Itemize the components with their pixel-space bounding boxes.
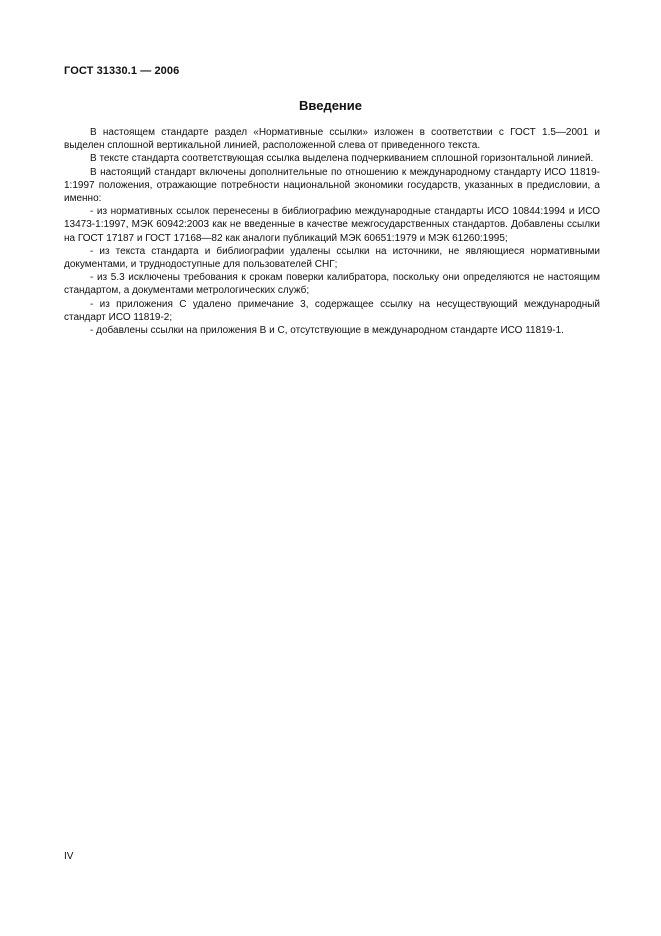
list-item-4: - из приложения С удалено примечание 3, содержащее ссылку на несуществующий международный стандарт ИСО 11819-2; <box>64 298 600 323</box>
paragraph-2: В тексте стандарта соответствующая ссылка выделена подчеркиванием сплошной горизонтальной линией. <box>90 153 594 165</box>
document-body <box>64 126 600 337</box>
paragraph-3: В настоящий стандарт включены дополнительные по отношению к международному стандарту ИСО 11819-1:1997 положения, отражающие потребности национальной экономики государств, указанных в предисловии, а именно: <box>64 166 600 205</box>
paragraph-1: В настоящем стандарте раздел «Нормативные ссылки» изложен в соответствии с ГОСТ 1.5—2001 и выделен сплошной вертикальной линией, расположенной слева от приведенного текста. <box>64 127 600 152</box>
document-header: ГОСТ 31330.1 — 2006 <box>64 65 180 77</box>
section-title: Введение <box>299 98 362 113</box>
list-item-1: - из нормативных ссылок перенесены в библиографию международные стандарты ИСО 10844:1994 и ИСО 13473-1:1997, МЭК 60942:2003 как не введенные в качестве межгосударственных стандартов. Добавлены ссылки на ГОСТ 17187 и ГОСТ 17168—82 как аналоги публикаций МЭК 60651:1979 и МЭК 61260:1995; <box>64 206 600 244</box>
list-item-3: - из 5.3 исключены требования к срокам поверки калибратора, поскольку они определяются не настоящим стандартом, а документами метрологических служб; <box>64 272 600 297</box>
list-item-5: - добавлены ссылки на приложения В и С, отсутствующие в международном стандарте ИСО 11819-1. <box>90 325 564 337</box>
page-number: IV <box>64 851 74 862</box>
list-item-2: - из текста стандарта и библиографии удалены ссылки на источники, не являющиеся нормативными документами, и труднодоступные для пользователей СНГ; <box>64 245 600 271</box>
